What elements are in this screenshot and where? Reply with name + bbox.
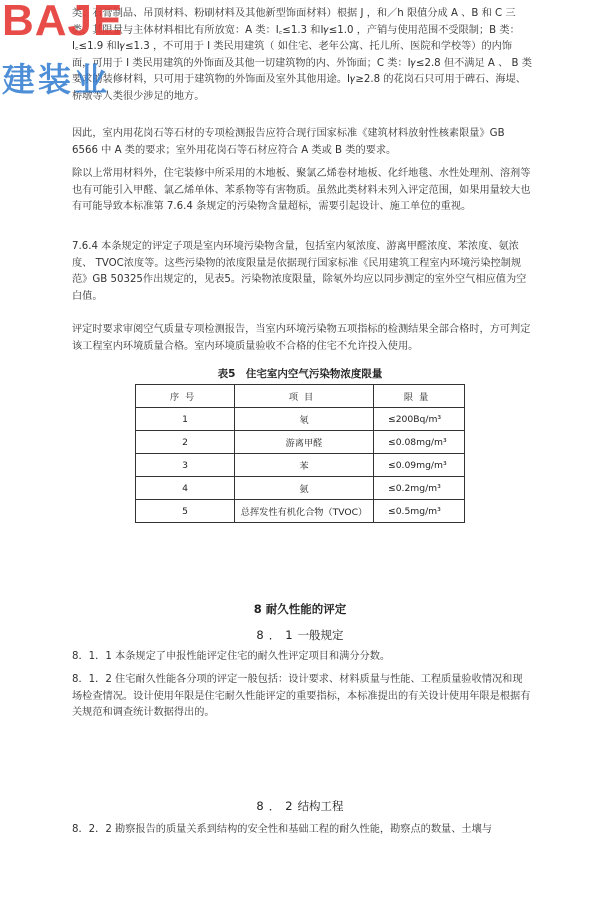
row-limit: ≤0.09mg/m³ <box>374 454 465 477</box>
table-row <box>136 408 465 431</box>
table-row <box>136 454 465 477</box>
table-row <box>136 500 465 523</box>
paragraph-granite-requirements: 因此，室内用花岗石等石材的专项检测报告应符合现行国家标准《建筑材料放射性核素限量》GB 6566 中 A 类的要求；室外用花岗石等石材应符合 A 类或 B 类的要求。 <box>72 128 505 156</box>
row-no: 1 <box>136 408 235 431</box>
row-item: 总挥发性有机化合物（TVOC） <box>235 500 374 523</box>
section-number: 8．2 <box>256 799 298 813</box>
header-limit: 限量 <box>374 385 465 408</box>
row-no: 3 <box>136 454 235 477</box>
header-no: 序号 <box>136 385 235 408</box>
paragraph-8-1-2: 8．1．2 住宅耐久性能各分项的评定一般包括：设计要求、材料质量与性能、工程质量验收情况和现场检查情况。设计使用年限是住宅耐久性能评定的重要指标，本标准提出的有关设计使用年限是根据有关规范和调查统计数据得出的。 <box>72 674 531 718</box>
row-no: 5 <box>136 500 235 523</box>
table-header-row <box>136 385 465 408</box>
logo-latin-text: BAJE <box>2 0 124 45</box>
row-no: 4 <box>136 477 235 500</box>
paragraph-8-2-2: 8．2．2 勘察报告的质量关系到结构的安全性和基础工程的耐久性能，勘察点的数量、土壤与 <box>72 824 492 835</box>
row-item: 游离甲醛 <box>235 431 374 454</box>
row-item: 苯 <box>235 454 374 477</box>
watermark-logo <box>2 2 164 98</box>
table-row <box>136 477 465 500</box>
paragraph-8-1-1: 8．1．1 本条规定了申报性能评定住宅的耐久性评定项目和满分分数。 <box>72 651 391 662</box>
paragraph-other-materials: 除以上常用材料外，住宅装修中所采用的木地板、聚氯乙烯卷材地板、化纤地毯、水性处理剂、溶剂等也有可能引入甲醛、氯乙烯单体、苯系物等有害物质。虽然此类材料未列入评定范围，如果用量较大也有可能导致本标准第 7.6.4 条规定的污染物含量超标，需要引起设计、施工单位的重视。 <box>72 168 531 212</box>
row-limit: ≤0.08mg/m³ <box>374 431 465 454</box>
section-title: 一般规定 <box>297 628 344 642</box>
row-item: 氨 <box>235 477 374 500</box>
section-8-1-heading <box>0 627 600 643</box>
logo-chinese-text: 建装业 <box>2 60 110 99</box>
pollutant-limit-table <box>135 384 465 523</box>
paragraph-material-classes: 类、石膏制品、吊顶材料、粉刷材料及其他新型饰面材料）根据 J ，和／h 限值分成 A 、B 和 C 三类，其限量与主体材料相比有所放宽：A 类：I꜀≤1.3 和I𝛾≤1.0 ，产销与使用范围不受限制；B 类：I꜀≤1.9 和I𝛾≤1.3 ，不可用于 I 类民用建筑（ 如住宅、老年公寓、托儿所、医院和学校等）的内饰面，可用于 I 类民用建筑的外饰面及其他一切建筑物的内、外饰面；C 类：I𝛾≤2.8 但不满足 A 、 B 类要求的装修材料，只可用于建筑物的外饰面及室外其他用途。I𝛾≥2.8 的花岗石只可用于碑石、海堤、桥墩等人类很少涉足的地方。 <box>72 8 532 102</box>
header-item: 项目 <box>235 385 374 408</box>
section-8-2-heading <box>0 798 600 814</box>
section-number: 8．1 <box>256 628 298 642</box>
paragraph-7-6-4: 7.6.4 本条规定的评定子项是室内环境污染物含量，包括室内氡浓度、游离甲醛浓度、苯浓度、氨浓度、 TVOC浓度等。这些污染物的浓度限量是依据现行国家标准《民用建筑工程室内环境污染控制规范》GB 50325作出规定的，见表5。污染物浓度限量，除氡外均应以同步测定的室外空气相应值为空白值。 <box>72 241 527 302</box>
paragraph-evaluation: 评定时要求审阅空气质量专项检测报告，当室内环境污染物五项指标的检测结果全部合格时，方可判定该工程室内环境质量合格。室内环境质量验收不合格的住宅不允许投入使用。 <box>72 324 531 352</box>
row-item: 氡 <box>235 408 374 431</box>
section-title: 结构工程 <box>297 799 344 813</box>
row-no: 2 <box>136 431 235 454</box>
row-limit: ≤200Bq/m³ <box>374 408 465 431</box>
row-limit: ≤0.2mg/m³ <box>374 477 465 500</box>
chapter-title: 8 耐久性能的评定 <box>253 602 347 616</box>
table-row <box>136 431 465 454</box>
table-caption: 表5 住宅室内空气污染物浓度限量 <box>217 368 383 380</box>
row-limit: ≤0.5mg/m³ <box>374 500 465 523</box>
